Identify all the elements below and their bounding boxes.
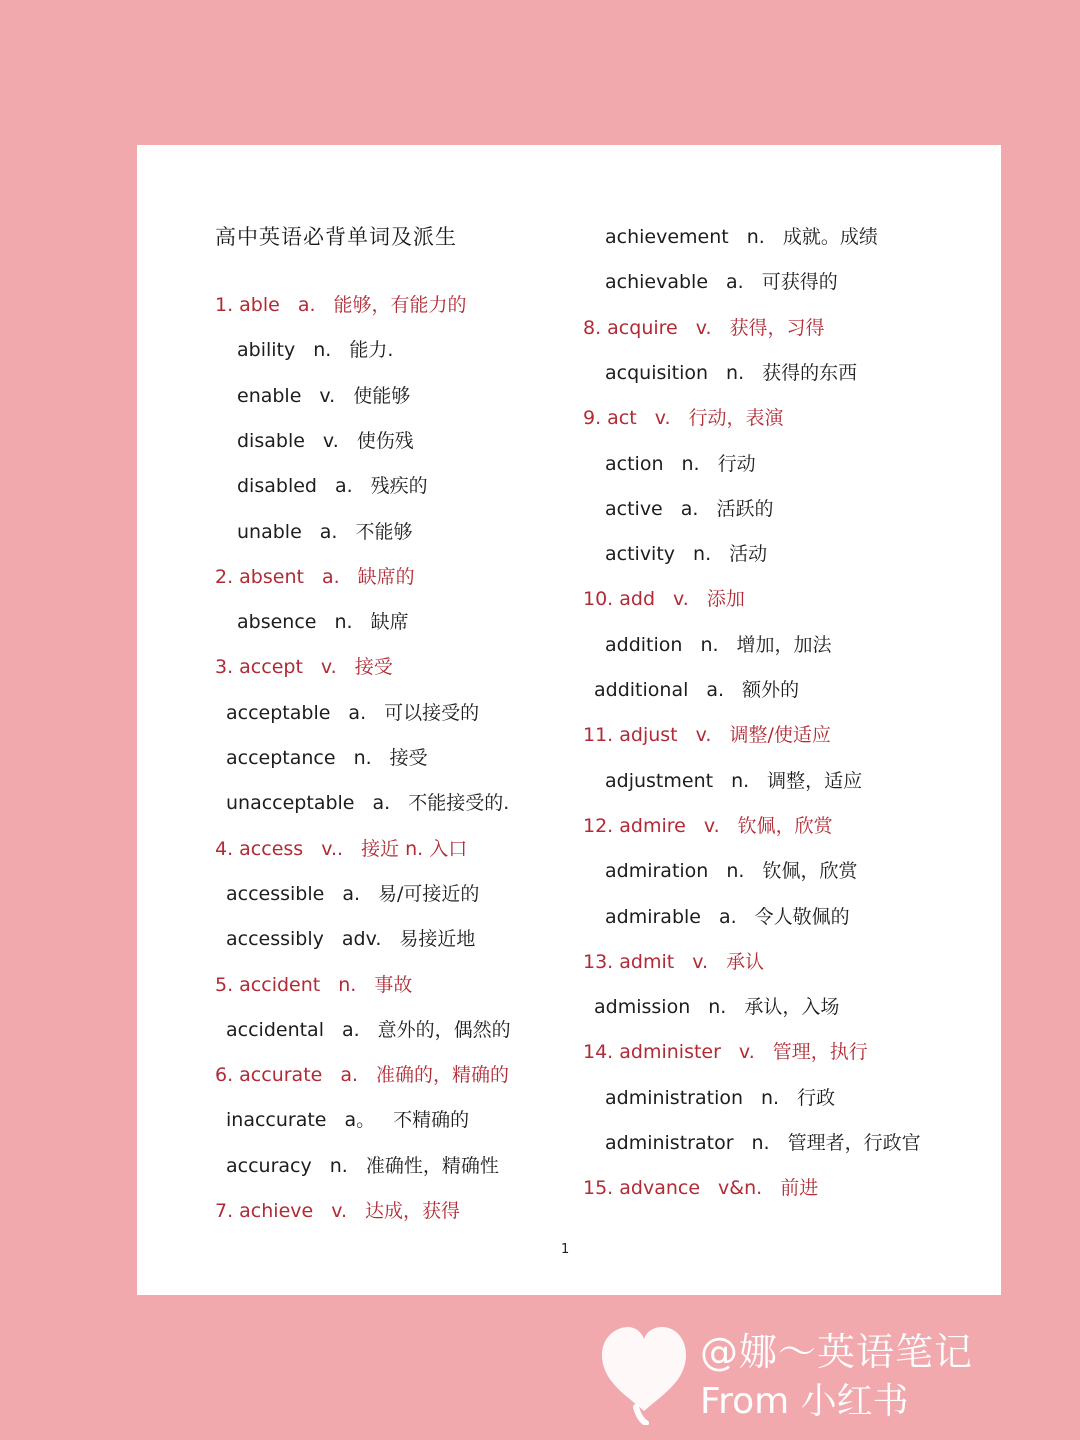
watermark-source: From 小红书: [700, 1381, 909, 1422]
vocab-derivative: [237, 607, 409, 637]
part-of-speech: n.: [329, 1154, 348, 1177]
vocab-derivative: [605, 902, 850, 932]
part-of-speech: a.: [706, 679, 725, 701]
word: inaccurate: [226, 1109, 327, 1132]
part-of-speech: a.: [297, 294, 316, 316]
vocab-derivative: [226, 1105, 469, 1135]
vocab-headword: [583, 811, 833, 841]
meaning: 行动: [717, 452, 756, 475]
meaning: 活动: [729, 543, 768, 566]
word: 13. admit: [583, 950, 675, 973]
vocab-derivative: [594, 992, 839, 1022]
meaning: 可以接受的: [384, 701, 480, 724]
part-of-speech: a.: [372, 792, 391, 815]
vocab-headword: [583, 720, 831, 750]
meaning: 易接近地: [399, 928, 476, 951]
vocab-derivative: [605, 856, 857, 886]
meaning: 达成，获得: [365, 1200, 461, 1222]
part-of-speech: a.: [348, 701, 367, 724]
vocab-derivative: [605, 1128, 921, 1158]
vocab-derivative: [226, 743, 428, 773]
part-of-speech: n.: [313, 339, 332, 362]
word: acceptable: [226, 701, 331, 724]
vocab-derivative: [605, 494, 773, 524]
meaning: 接近 n. 入口: [361, 837, 468, 860]
vocab-derivative: [237, 335, 393, 365]
meaning: 使伤残: [356, 429, 414, 452]
vocab-derivative: [226, 698, 479, 728]
word: enable: [237, 384, 302, 407]
word: admission: [594, 996, 691, 1019]
part-of-speech: v.: [320, 656, 337, 679]
word: 11. adjust: [583, 724, 678, 747]
word: additional: [594, 679, 689, 701]
part-of-speech: v&n.: [718, 1177, 763, 1200]
meaning: 活跃的: [716, 497, 774, 520]
word: 1. able: [215, 294, 280, 316]
meaning: 调整/使适应: [729, 724, 831, 747]
meaning: 承认，入场: [744, 996, 840, 1019]
word: accessibly: [226, 928, 324, 951]
vocab-derivative: [605, 449, 756, 479]
part-of-speech: n.: [761, 1086, 780, 1109]
meaning: 调整，适应: [767, 769, 863, 792]
word: adjustment: [605, 769, 714, 792]
part-of-speech: a.: [334, 475, 353, 498]
word: unacceptable: [226, 792, 355, 815]
vocab-derivative: [605, 1083, 835, 1113]
part-of-speech: v.: [703, 814, 720, 837]
word: 6. accurate: [215, 1064, 323, 1087]
vocab-derivative: [226, 1151, 499, 1181]
meaning: 不能接受的.: [408, 792, 510, 815]
word: addition: [605, 633, 683, 656]
word: 5. accident: [215, 973, 321, 996]
word: 14. administer: [583, 1041, 721, 1064]
vocab-headword: [583, 1173, 818, 1203]
vocab-derivative: [237, 517, 412, 547]
part-of-speech: n.: [751, 1132, 770, 1154]
word: 7. achieve: [215, 1200, 314, 1222]
part-of-speech: n.: [746, 226, 765, 248]
meaning: 行动，表演: [688, 407, 784, 430]
vocab-headword: [583, 403, 784, 433]
part-of-speech: n.: [726, 361, 745, 384]
vocab-derivative: [226, 1015, 511, 1045]
meaning: 承认: [726, 950, 765, 973]
meaning: 缺席的: [357, 565, 415, 588]
part-of-speech: v.: [319, 384, 336, 407]
part-of-speech: n.: [700, 633, 719, 656]
part-of-speech: a.: [680, 497, 699, 520]
vocab-headword: [583, 584, 745, 614]
word: 3. accept: [215, 656, 303, 679]
vocab-derivative: [605, 766, 862, 796]
word: 4. access: [215, 837, 304, 860]
part-of-speech: n.: [334, 611, 353, 634]
meaning: 缺席: [370, 611, 409, 634]
part-of-speech: adv.: [341, 928, 382, 951]
word: activity: [605, 543, 676, 566]
meaning: 准确的，精确的: [376, 1064, 510, 1087]
part-of-speech: n.: [338, 973, 357, 996]
word: achievement: [605, 226, 729, 248]
word: disabled: [237, 475, 317, 498]
vocab-headword: [583, 947, 764, 977]
word: acceptance: [226, 747, 336, 769]
part-of-speech: v.: [654, 407, 671, 430]
vocab-headword: [215, 562, 415, 592]
part-of-speech: v.: [695, 316, 712, 339]
part-of-speech: v.: [695, 724, 712, 747]
meaning: 可获得的: [761, 271, 838, 294]
part-of-speech: v.: [331, 1200, 348, 1222]
meaning: 不精确的: [393, 1109, 470, 1132]
word: active: [605, 497, 663, 520]
meaning: 令人敬佩的: [754, 905, 850, 928]
word: 2. absent: [215, 565, 304, 588]
meaning: 钦佩，欣赏: [737, 814, 833, 837]
part-of-speech: n.: [708, 996, 727, 1019]
meaning: 钦佩，欣赏: [762, 860, 858, 883]
word: absence: [237, 611, 317, 634]
vocab-headword: [215, 970, 412, 1000]
word: administration: [605, 1086, 744, 1109]
meaning: 增加，加法: [736, 633, 832, 656]
vocab-derivative: [237, 471, 428, 501]
meaning: 添加: [706, 588, 745, 611]
word: achievable: [605, 271, 709, 294]
meaning: 能够，有能力的: [333, 294, 467, 316]
vocab-derivative: [594, 675, 799, 705]
part-of-speech: a.: [341, 1018, 360, 1041]
part-of-speech: a.: [726, 271, 744, 294]
vocab-headword: [215, 290, 467, 320]
meaning: 接受: [354, 656, 393, 679]
meaning: 不能够: [355, 520, 413, 543]
word: accuracy: [226, 1154, 312, 1177]
meaning: 接受: [389, 747, 428, 769]
meaning: 获得的东西: [762, 361, 858, 384]
word: administrator: [605, 1132, 734, 1154]
meaning: 额外的: [742, 679, 800, 701]
meaning: 管理，执行: [772, 1041, 868, 1064]
part-of-speech: n.: [693, 543, 712, 566]
meaning: 残疾的: [370, 475, 428, 498]
vocab-derivative: [605, 630, 832, 660]
vocab-headword: [583, 1037, 868, 1067]
part-of-speech: n.: [726, 860, 745, 883]
part-of-speech: a。: [344, 1109, 376, 1132]
part-of-speech: a.: [342, 882, 361, 905]
meaning: 获得，习得: [729, 316, 825, 339]
part-of-speech: a.: [340, 1064, 359, 1087]
word: unable: [237, 520, 302, 543]
vocab-derivative: [605, 539, 767, 569]
page-number: 1: [561, 1242, 570, 1257]
meaning: 使能够: [353, 384, 411, 407]
vocab-headword: [215, 652, 393, 682]
word: disable: [237, 429, 305, 452]
meaning: 成就。成绩: [782, 226, 878, 248]
part-of-speech: n.: [353, 747, 372, 769]
part-of-speech: n.: [731, 769, 750, 792]
part-of-speech: a.: [718, 905, 737, 928]
word: action: [605, 452, 664, 475]
vocab-derivative: [237, 426, 414, 456]
meaning: 意外的，偶然的: [377, 1018, 511, 1041]
vocab-derivative: [605, 267, 838, 297]
part-of-speech: v.: [692, 950, 709, 973]
meaning: 能力.: [349, 339, 394, 362]
part-of-speech: n.: [681, 452, 700, 475]
meaning: 前进: [780, 1177, 819, 1200]
meaning: 事故: [374, 973, 413, 996]
heart-icon: [596, 1315, 692, 1425]
vocab-headword: [583, 313, 825, 343]
word: acquisition: [605, 361, 709, 384]
vocab-derivative: [605, 222, 878, 252]
meaning: 管理者，行政官: [787, 1132, 921, 1154]
word: 12. admire: [583, 814, 686, 837]
meaning: 行政: [797, 1086, 836, 1109]
notes-page: [137, 145, 1001, 1295]
part-of-speech: a.: [319, 520, 338, 543]
watermark-handle: @娜～英语笔记: [700, 1330, 974, 1374]
vocab-derivative: [226, 879, 479, 909]
meaning: 易/可接近的: [378, 882, 480, 905]
page-title: 高中英语必背单词及派生: [215, 225, 457, 249]
word: accidental: [226, 1018, 324, 1041]
word: ability: [237, 339, 296, 362]
part-of-speech: a.: [321, 565, 340, 588]
vocab-derivative: [237, 381, 410, 411]
vocab-headword: [215, 1196, 460, 1226]
word: 15. advance: [583, 1177, 701, 1200]
part-of-speech: v.: [322, 429, 339, 452]
vocab-headword: [215, 1060, 509, 1090]
vocab-derivative: [605, 358, 857, 388]
word: admiration: [605, 860, 709, 883]
vocab-derivative: [226, 924, 475, 954]
word: 8. acquire: [583, 316, 678, 339]
watermark: [596, 1315, 1036, 1425]
word: 10. add: [583, 588, 656, 611]
part-of-speech: v..: [321, 837, 344, 860]
part-of-speech: v.: [673, 588, 689, 611]
word: 9. act: [583, 407, 637, 430]
word: accessible: [226, 882, 325, 905]
word: admirable: [605, 905, 701, 928]
part-of-speech: v.: [738, 1041, 755, 1064]
vocab-derivative: [226, 788, 509, 818]
vocab-headword: [215, 834, 467, 864]
meaning: 准确性，精确性: [365, 1154, 499, 1177]
